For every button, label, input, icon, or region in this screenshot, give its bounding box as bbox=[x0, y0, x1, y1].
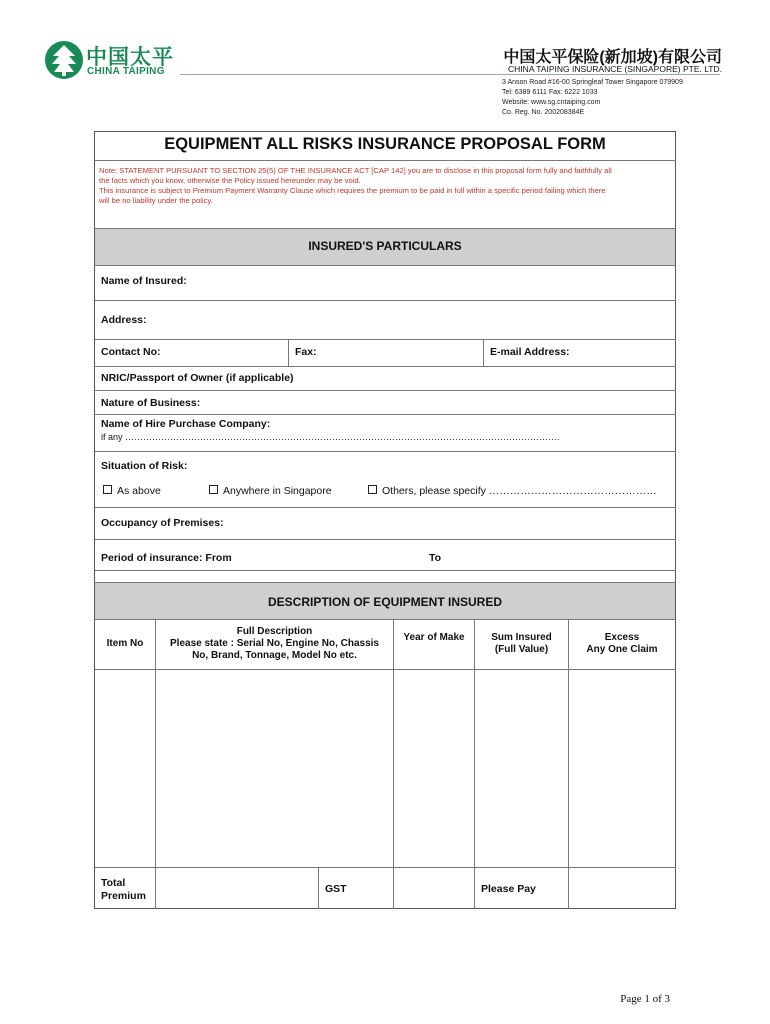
period-to-field[interactable]: To bbox=[429, 552, 442, 564]
if-any-line[interactable]: if any ………………………………………………………………………………………………………………………………. bbox=[101, 432, 560, 442]
row-divider bbox=[94, 619, 676, 620]
note-line: Note: STATEMENT PURSUANT TO SECTION 25(5) OF THE INSURANCE ACT [CAP 142] you are to disclose in this proposal form fully and faithfully all bbox=[99, 166, 612, 175]
row-divider bbox=[94, 300, 676, 301]
insured-section-title: INSURED'S PARTICULARS bbox=[308, 239, 462, 253]
row-divider bbox=[94, 265, 676, 266]
situation-of-risk-label: Situation of Risk: bbox=[101, 460, 188, 472]
nric-passport-field[interactable]: NRIC/Passport of Owner (if applicable) bbox=[101, 372, 294, 384]
option-anywhere-in-singapore[interactable] bbox=[209, 485, 332, 497]
equipment-entry-area[interactable] bbox=[96, 670, 674, 867]
total-label-line: Premium bbox=[101, 890, 146, 902]
nature-of-business-field[interactable]: Nature of Business: bbox=[101, 397, 201, 409]
company-name-chinese: 中国太平保险(新加坡)有限公司 bbox=[503, 49, 722, 66]
column-header-sum-insured bbox=[475, 632, 568, 656]
equipment-section-title: DESCRIPTION OF EQUIPMENT INSURED bbox=[267, 595, 503, 609]
period-from-field[interactable]: Period of insurance: From bbox=[101, 552, 232, 564]
company-website: Website: www.sg.cntaiping.com bbox=[502, 99, 601, 106]
column-header-description bbox=[156, 626, 393, 662]
logo-chinese-name: 中国太平 bbox=[86, 46, 174, 69]
title-divider bbox=[94, 160, 676, 161]
column-header-excess bbox=[569, 632, 675, 656]
row-divider bbox=[94, 451, 676, 452]
contact-no-field[interactable]: Contact No: bbox=[101, 346, 161, 358]
gst-field[interactable]: GST bbox=[325, 883, 347, 895]
column-divider bbox=[318, 867, 319, 909]
header-line: Full Description bbox=[236, 626, 313, 637]
row-divider bbox=[94, 414, 676, 415]
row-divider bbox=[94, 570, 676, 571]
form-title: EQUIPMENT ALL RISKS INSURANCE PROPOSAL FORM bbox=[164, 135, 606, 153]
name-of-insured-field[interactable]: Name of Insured: bbox=[101, 275, 187, 287]
company-phone: Tel: 6389 6111 Fax: 6222 1033 bbox=[502, 89, 598, 96]
checkbox-icon[interactable] bbox=[368, 485, 377, 494]
company-address: 3 Anson Road #16-00 Springleaf Tower Singapore 079909 bbox=[502, 79, 683, 86]
row-divider bbox=[94, 867, 676, 868]
note-line: will be no liability under the policy. bbox=[99, 196, 213, 205]
logo-english-name: CHINA TAIPING bbox=[87, 66, 165, 77]
form-note bbox=[99, 166, 673, 206]
note-line: This insurance is subject to Premium Payment Warranty Clause which requires the premium to be paid in full within a specific period failing which there bbox=[99, 186, 606, 195]
header-line: Please state : Serial No, Engine No, Chassis bbox=[170, 638, 379, 649]
header-divider bbox=[180, 74, 720, 75]
row-divider bbox=[94, 366, 676, 367]
page-number: Page 1 of 3 bbox=[620, 993, 670, 1005]
option-label: Others, please specify ………………………………………… bbox=[382, 485, 657, 497]
header-line: Excess bbox=[604, 632, 640, 643]
company-logo-icon bbox=[44, 40, 84, 80]
option-others[interactable] bbox=[368, 485, 657, 497]
checkbox-icon[interactable] bbox=[209, 485, 218, 494]
header-line: Any One Claim bbox=[586, 644, 658, 655]
company-address-block bbox=[502, 78, 683, 118]
email-address-field[interactable]: E-mail Address: bbox=[490, 346, 570, 358]
note-line: the facts which you know, otherwise the Policy issued hereunder may be void. bbox=[99, 176, 361, 185]
column-divider bbox=[288, 339, 289, 366]
company-name-english: CHINA TAIPING INSURANCE (SINGAPORE) PTE. LTD. bbox=[508, 64, 722, 74]
checkbox-icon[interactable] bbox=[103, 485, 112, 494]
row-divider bbox=[94, 390, 676, 391]
header-line: (Full Value) bbox=[494, 644, 549, 655]
row-divider bbox=[94, 507, 676, 508]
please-pay-field[interactable]: Please Pay bbox=[481, 883, 536, 895]
address-field[interactable]: Address: bbox=[101, 314, 147, 326]
hire-purchase-company-field[interactable]: Name of Hire Purchase Company: bbox=[101, 418, 271, 430]
occupancy-of-premises-field[interactable]: Occupancy of Premises: bbox=[101, 517, 224, 529]
row-divider bbox=[94, 339, 676, 340]
row-divider bbox=[94, 539, 676, 540]
option-as-above[interactable] bbox=[103, 485, 161, 497]
header-line: No, Brand, Tonnage, Model No etc. bbox=[192, 650, 357, 661]
option-label: As above bbox=[117, 485, 161, 497]
fax-field[interactable]: Fax: bbox=[295, 346, 317, 358]
column-header-item-no: Item No bbox=[106, 638, 144, 649]
header-line: Sum Insured bbox=[491, 632, 552, 643]
company-reg-no: Co. Reg. No. 200208384E bbox=[502, 109, 585, 116]
total-premium-field[interactable] bbox=[101, 877, 146, 903]
total-label-line: Total bbox=[101, 877, 126, 889]
column-divider bbox=[483, 339, 484, 366]
column-header-year-of-make: Year of Make bbox=[403, 632, 465, 643]
option-label: Anywhere in Singapore bbox=[223, 485, 332, 497]
